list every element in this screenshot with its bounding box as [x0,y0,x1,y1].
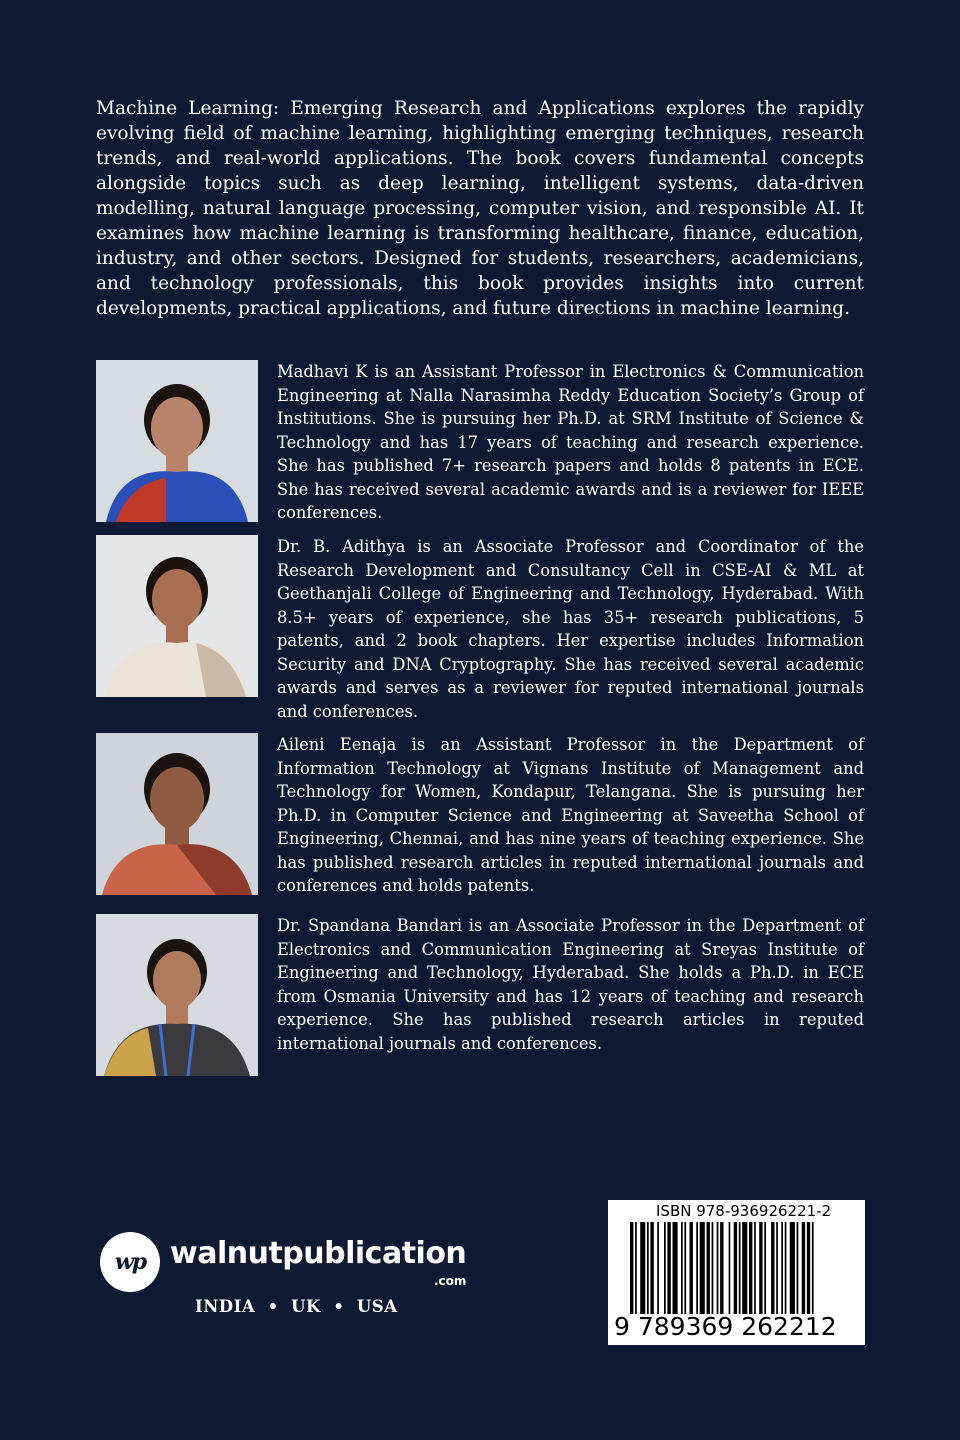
barcode-bar [729,1222,731,1314]
barcode-bar [635,1222,637,1314]
barcode-bar [802,1222,805,1314]
barcode-bar [807,1222,810,1314]
barcode-bar [667,1222,670,1314]
barcode-bar [742,1222,747,1314]
barcode-bar [734,1222,737,1314]
isbn-barcode [608,1200,865,1345]
barcode-bar [647,1222,649,1314]
author-bio-text: Aileni Eenaja is an Assistant Professor in the Department of Information Technology at Vignans Institute of Management and Technology for Women, Kondapur, Telangana. She is pursuing her Ph.D. in Computer Science and Engineering at Saveetha School of Engineering, Chennai, and has nine years of teaching experience. She has published research articles in reputed international journals and conferences and holds patents. [277,735,864,895]
publisher-name: walnutpublication [170,1236,467,1271]
barcode-bar [754,1222,756,1314]
author-photo-1 [96,360,258,522]
barcode-bar [696,1222,698,1314]
barcode-bar [797,1222,799,1314]
barcode-bar [785,1222,787,1314]
barcode-bar [764,1222,766,1314]
barcode-bar [684,1222,686,1314]
publisher-countries: INDIA • UK • USA [195,1297,398,1316]
barcode-bar [749,1222,752,1314]
author-bio-text: Dr. B. Adithya is an Associate Professor and Coordinator of the Research Development and Consultancy Cell in CSE-AI & ML at Geethanjali College of Engineering and Technology, Hyderabad. With 8.5+ years of experience, she has 35+ research publications, 5 patents, and 2 book chapters. Her expertise includes Information Security and DNA Cryptography. She has received several academic awards and serves as a reviewer for reputed international journals and conferences. [277,537,864,721]
publisher-logo [100,1232,480,1292]
barcode-bar [673,1222,678,1314]
barcode-bar [664,1222,666,1314]
barcode-digits: 9 789369 262212 [614,1312,837,1341]
author-photo-4 [96,914,258,1076]
author-bio-2 [96,535,864,721]
barcode-bar [759,1222,762,1314]
barcode-bar [700,1222,705,1314]
barcode-bar [640,1222,645,1314]
barcode-bar [776,1222,778,1314]
barcode-bar [717,1222,719,1314]
barcode-bar [771,1222,774,1314]
barcode-bar [812,1222,814,1314]
isbn-label: ISBN 978-936926221-2 [656,1202,832,1220]
barcode-bar [720,1222,723,1314]
barcode-bar [739,1222,741,1314]
barcode-bar [790,1222,795,1314]
book-description: Machine Learning: Emerging Research and Applications explores the rapidly evolving field of machine learning, highlighting emerging techniques, research trends, and real-world applications. The book covers fundamental concepts alongside topics such as deep learning, intelligent systems, data-driven modelling, natural language processing, computer vision, and responsible AI. It examines how machine learning is transforming healthcare, finance, education, industry, and other sectors. Designed for students, researchers, academicians, and technology professionals, this book provides insights into current developments, practical applications, and future directions in machine learning. [96,98,864,319]
author-bio-1 [96,360,864,525]
author-bio-text: Dr. Spandana Bandari is an Associate Professor in the Department of Electronics and Communication Engineering at Sreyas Institute of Engineering and Technology, Hyderabad. She holds a Ph.D. in ECE from Osmania University and has 12 years of teaching and research experience. She has published research articles in reputed international journals and conferences. [277,916,864,1053]
author-bio-3 [96,733,864,898]
barcode-bar [681,1222,683,1314]
barcode-bar [781,1222,783,1314]
author-bio-4 [96,914,864,1079]
barcode-bar [712,1222,714,1314]
barcode-bar [690,1222,693,1314]
publisher-domain: .com [434,1274,467,1288]
author-photo-2 [96,535,258,697]
author-photo-3 [96,733,258,895]
publisher-logo-mark: wp [100,1232,160,1292]
author-bio-text: Madhavi K is an Assistant Professor in Electronics & Communication Engineering at Nalla Narasimha Reddy Education Society’s Group of Institutions. She is pursuing her Ph.D. at SRM Institute of Science & Technology and has 17 years of teaching and research experience. She has published 7+ research papers and holds 8 patents in ECE. She has received several academic awards and is a reviewer for IEEE conferences. [277,362,864,522]
barcode-bar [707,1222,710,1314]
barcode-bar [650,1222,653,1314]
barcode-bar [657,1222,659,1314]
barcode-bar [630,1222,633,1314]
